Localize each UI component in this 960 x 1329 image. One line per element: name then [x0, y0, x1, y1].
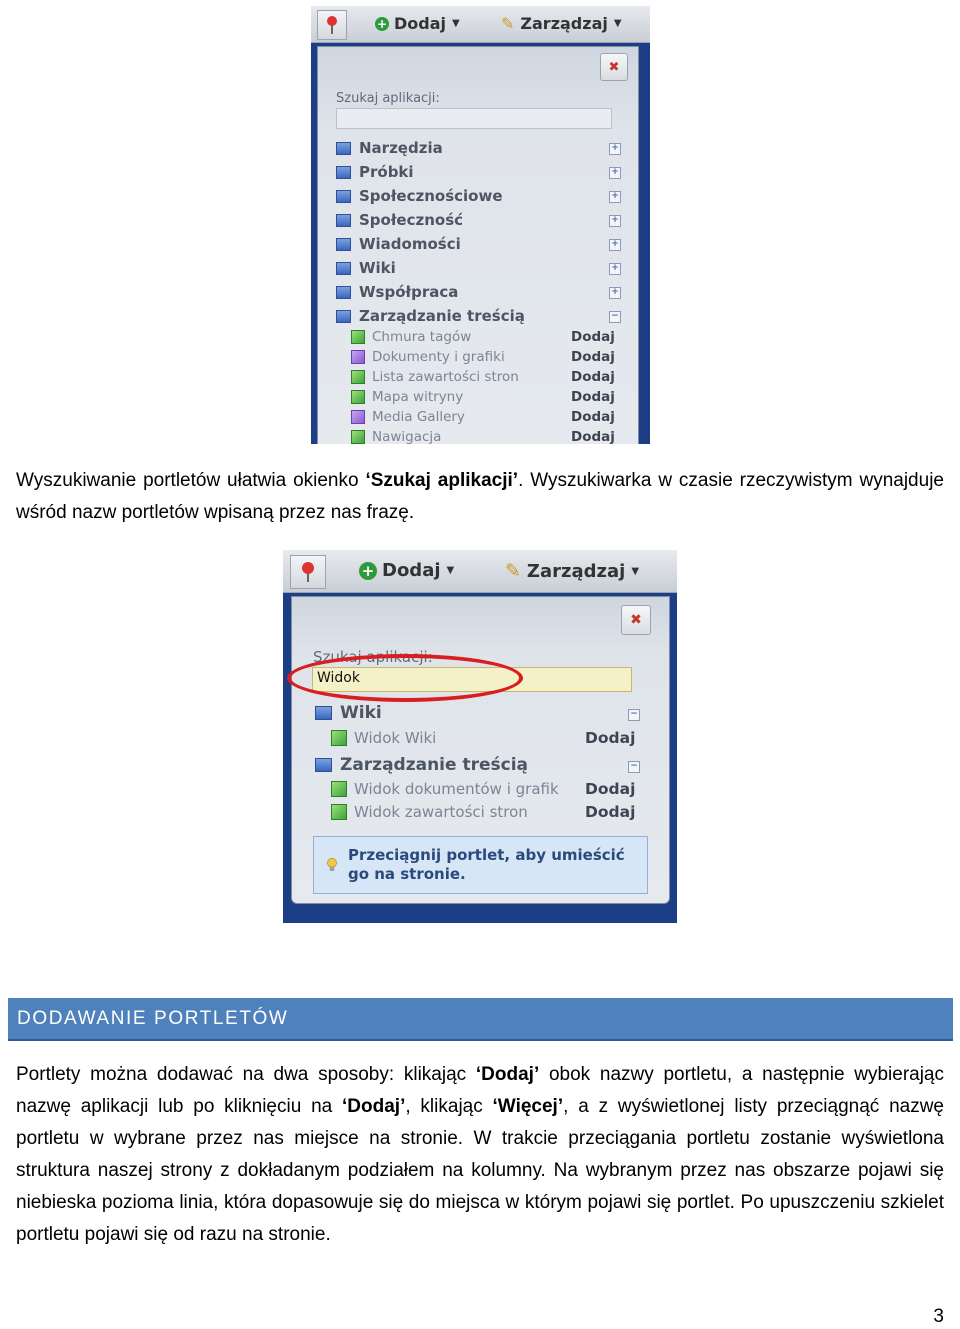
add-menu[interactable]	[359, 560, 454, 581]
expand-icon[interactable]: +	[609, 191, 621, 203]
pencil-icon: ✎	[505, 560, 521, 582]
pin-button[interactable]	[290, 555, 326, 589]
text-run: obok nazwy portletu, a następnie wybierając nazwę aplikacji lub po kliknięciu na	[16, 1064, 945, 1117]
bold-term: ‘Więcej’	[492, 1096, 564, 1117]
pin-button[interactable]	[317, 10, 347, 40]
app-label: Widok Wiki	[354, 729, 437, 747]
add-link[interactable]: Dodaj	[585, 803, 636, 821]
chevron-down-icon: ▼	[446, 565, 455, 576]
highlight-oval	[287, 654, 523, 702]
section-heading-bar	[8, 998, 953, 1041]
category-label: Wiadomości	[359, 235, 461, 253]
portlet-icon	[351, 410, 365, 424]
collapse-icon[interactable]: −	[609, 311, 621, 323]
app-documents-media[interactable]	[351, 349, 505, 365]
category-samples[interactable]	[336, 163, 414, 181]
category-content-management[interactable]	[336, 307, 525, 325]
expand-icon[interactable]: +	[609, 263, 621, 275]
collapse-icon[interactable]: −	[628, 761, 640, 773]
paragraph-search-description	[16, 465, 944, 529]
add-link[interactable]: Dodaj	[571, 369, 615, 385]
category-label: Zarządzanie treścią	[359, 307, 525, 325]
paragraph-adding-portlets	[16, 1059, 944, 1251]
screenshot-search-results-panel	[283, 550, 677, 923]
category-label: Zarządzanie treścią	[340, 755, 528, 775]
text-run: Wyszukiwanie portletów ułatwia okienko	[16, 470, 366, 491]
close-button[interactable]: ✖	[600, 53, 628, 81]
category-label: Społeczność	[359, 211, 464, 229]
bold-term: ‘Dodaj’	[342, 1096, 406, 1117]
expand-icon[interactable]: +	[609, 167, 621, 179]
category-label: Próbki	[359, 163, 414, 181]
app-label: Lista zawartości stron	[372, 369, 519, 385]
text-run: , klikając	[405, 1096, 493, 1117]
add-link[interactable]: Dodaj	[571, 329, 615, 345]
expand-icon[interactable]: +	[609, 215, 621, 227]
search-label: Szukaj aplikacji:	[313, 648, 433, 666]
portlet-icon	[331, 730, 347, 746]
app-web-content-display[interactable]	[331, 803, 528, 821]
search-label: Szukaj aplikacji:	[336, 91, 440, 106]
category-content-management[interactable]	[315, 755, 528, 775]
pencil-icon: ✎	[501, 14, 515, 33]
category-icon	[336, 262, 351, 275]
category-label: Wiki	[359, 259, 396, 277]
category-news[interactable]	[336, 235, 461, 253]
category-wiki[interactable]	[336, 259, 396, 277]
add-plus-icon: +	[359, 562, 377, 580]
app-label: Chmura tagów	[372, 329, 472, 345]
app-label: Widok zawartości stron	[354, 803, 528, 821]
category-icon	[336, 142, 351, 155]
portlet-icon	[351, 430, 365, 444]
category-label: Wiki	[340, 703, 382, 723]
add-menu-label: Dodaj	[394, 14, 447, 33]
app-navigation[interactable]	[351, 429, 441, 444]
add-link[interactable]: Dodaj	[585, 729, 636, 747]
category-icon	[315, 706, 332, 720]
collapse-icon[interactable]: −	[628, 709, 640, 721]
category-label: Społecznościowe	[359, 187, 503, 205]
portlet-icon	[331, 804, 347, 820]
app-asset-publisher[interactable]	[351, 369, 519, 385]
category-community[interactable]	[336, 211, 463, 229]
add-link[interactable]: Dodaj	[571, 349, 615, 365]
add-menu[interactable]	[375, 14, 460, 33]
expand-icon[interactable]: +	[609, 143, 621, 155]
text-run: . Wyszukiwarka w czasie rzeczywistym wynajduje wśród nazw portletów wpisaną przez nas frazę.	[16, 470, 944, 523]
app-label: Mapa witryny	[372, 389, 464, 405]
manage-menu-label: Zarządzaj	[526, 560, 626, 582]
close-button[interactable]: ✖	[621, 605, 651, 635]
app-label: Nawigacja	[372, 429, 442, 444]
category-icon	[336, 238, 351, 251]
expand-icon[interactable]: +	[609, 239, 621, 251]
manage-menu[interactable]	[505, 560, 639, 582]
chevron-down-icon: ▼	[631, 565, 640, 577]
category-wiki[interactable]	[315, 703, 382, 723]
app-site-map[interactable]	[351, 389, 463, 405]
search-input[interactable]: Widok	[312, 667, 632, 692]
text-run: Portlety można dodawać na dwa sposoby: klikając	[16, 1064, 476, 1085]
add-plus-icon: +	[376, 16, 388, 31]
lightbulb-icon	[326, 855, 338, 875]
app-label: Widok dokumentów i grafik	[354, 780, 559, 798]
chevron-down-icon: ▼	[452, 18, 460, 29]
category-icon	[336, 310, 351, 323]
pushpin-icon	[325, 15, 339, 35]
category-tools[interactable]	[336, 139, 443, 157]
manage-menu[interactable]	[501, 14, 622, 33]
expand-icon[interactable]: +	[609, 287, 621, 299]
portlet-icon	[351, 350, 365, 364]
section-title: DODAWANIE PORTLETÓW	[17, 1008, 289, 1029]
manage-menu-label: Zarządzaj	[520, 14, 608, 33]
portlet-icon	[351, 370, 365, 384]
bold-term: ‘Dodaj’	[475, 1064, 540, 1085]
page-number: 3	[933, 1306, 944, 1327]
app-label: Dokumenty i grafiki	[372, 349, 505, 365]
add-link[interactable]: Dodaj	[571, 429, 615, 444]
category-icon	[315, 758, 332, 772]
app-label: Media Gallery	[372, 409, 465, 425]
add-menu-label: Dodaj	[382, 560, 441, 581]
screenshot-add-application-panel	[311, 6, 650, 444]
app-tag-cloud[interactable]	[351, 329, 471, 345]
category-icon	[336, 286, 351, 299]
portlet-icon	[351, 390, 365, 404]
category-icon	[336, 190, 351, 203]
category-social[interactable]	[336, 187, 503, 205]
category-label: Współpraca	[359, 283, 459, 301]
app-media-gallery[interactable]	[351, 409, 465, 425]
bold-term: ‘Szukaj aplikacji’	[365, 470, 519, 491]
add-link[interactable]: Dodaj	[571, 389, 615, 405]
app-wiki-display[interactable]	[331, 729, 436, 747]
pushpin-icon	[300, 561, 316, 583]
add-link[interactable]: Dodaj	[571, 409, 615, 425]
category-label: Narzędzia	[359, 139, 443, 157]
drag-hint-text: Przeciągnij portlet, aby umieścić go na stronie.	[347, 846, 625, 883]
text-run: , a z wyświetlonej listy przeciągnąć nazwę portletu w wybrane przez nas miejsce na stronie. W trakcie przeciągania portletu zostanie wyświetlona struktura naszej strony z dokładanym podziałem na kolumny. Na wybranym przez nas obszarze pojawi się niebieska pozioma linia, która dopasowuje się do miejsca w którym pojawi się portlet. Po upuszczeniu szkielet portletu pojawi się od razu na stronie.	[16, 1096, 945, 1245]
portlet-icon	[331, 781, 347, 797]
category-collaboration[interactable]	[336, 283, 458, 301]
portlet-icon	[351, 330, 365, 344]
category-icon	[336, 214, 351, 227]
app-document-media-display[interactable]	[331, 780, 559, 798]
category-icon	[336, 166, 351, 179]
search-input[interactable]	[336, 108, 612, 129]
chevron-down-icon: ▼	[613, 18, 622, 29]
drag-hint-box	[313, 836, 648, 894]
add-link[interactable]: Dodaj	[585, 780, 636, 798]
